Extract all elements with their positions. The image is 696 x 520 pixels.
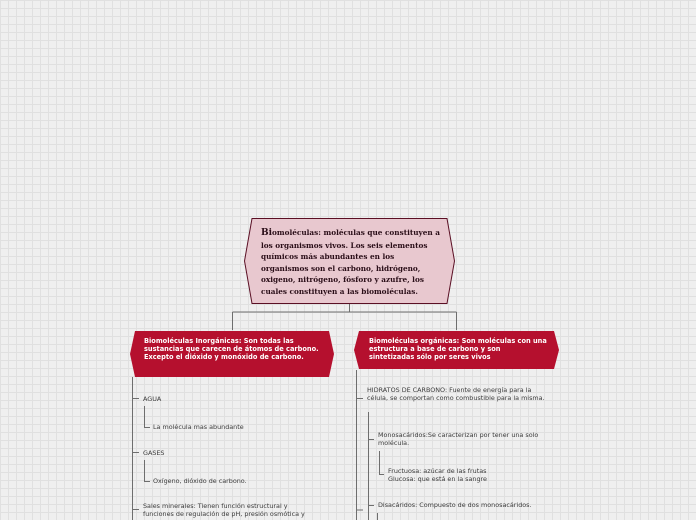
item-fructuosa[interactable]: Fructuosa: azúcar de las frutas — [388, 467, 487, 475]
branch-inorganic[interactable] — [130, 331, 334, 377]
branch-organic-text: Biomoléculas orgánicas: Son moléculas con una estructura a base de carbono y son sintetizadas sólo por seres vivos — [369, 337, 547, 362]
item-hidratos-de-carbono[interactable]: HIDRATOS DE CARBONO: Fuente de energía para la célula, se comportan como combustible para la misma. — [367, 386, 545, 402]
item-disacaridos[interactable]: Disacáridos: Compuesto de dos monosacáridos. — [378, 501, 532, 509]
item-gases[interactable]: GASES — [143, 449, 165, 457]
branch-inorganic-text: Biomoléculas Inorgánicas: Son todas las sustancias que carecen de átomos de carbono. Excepto el dióxido y monóxido de carbono. — [144, 337, 319, 362]
item-agua[interactable]: AGUA — [143, 395, 162, 403]
item-glucosa[interactable]: Glucosa: que está en la sangre — [388, 475, 487, 483]
item-gases-detail[interactable]: Oxígeno, dióxido de carbono. — [153, 477, 247, 485]
branch-organic[interactable] — [354, 331, 559, 369]
root-topic[interactable] — [244, 218, 455, 304]
root-topic-lead: Bi — [261, 228, 273, 238]
item-sales-minerales[interactable]: Sales minerales: Tienen función estructural y funciones de regulación de pH, presión osmótica y — [143, 502, 305, 518]
item-agua-detail[interactable]: La molécula mas abundante — [153, 423, 244, 431]
root-topic-text — [261, 227, 441, 298]
item-monosacaridos[interactable]: Monosacáridos:Se caracterizan por tener una solo molécula. — [378, 431, 539, 447]
root-topic-body: omoléculas: moléculas que constituyen a los organismos vivos. Los seis elementos químicos más abundantes en los organismos son el carbono, hidrógeno, oxigeno, nitrógeno, fósforo y azufre, los cuales constituyen a las biomoléculas. — [261, 228, 440, 296]
